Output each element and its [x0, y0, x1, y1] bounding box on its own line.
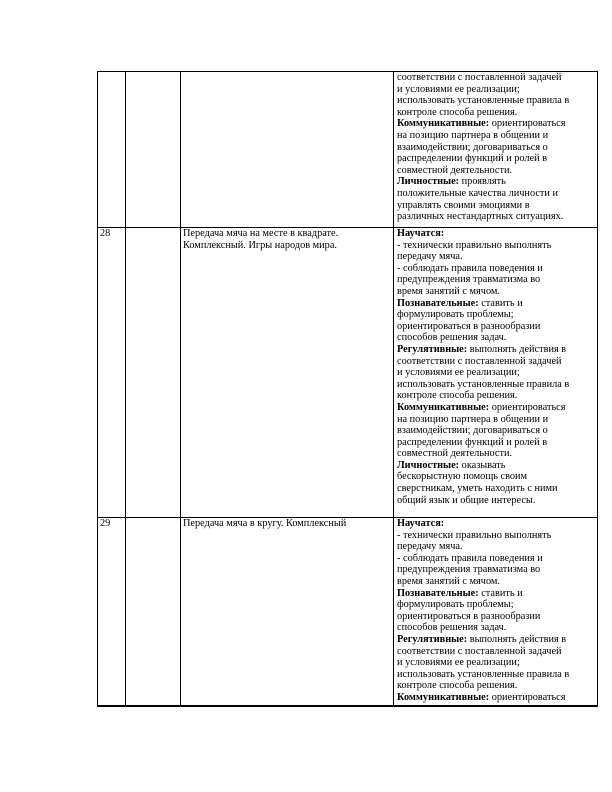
outcome-text: контроле способа решения. [397, 390, 518, 402]
outcome-line [397, 84, 596, 96]
outcome-text: оказывать [459, 459, 506, 471]
hours-cell [126, 72, 181, 228]
outcome-category-label: Научатся: [397, 518, 445, 529]
outcome-line [397, 599, 596, 611]
outcome-line [397, 332, 596, 344]
outcome-text: контроле способа решения. [397, 106, 518, 118]
outcome-line [397, 588, 596, 600]
outcome-line [397, 402, 596, 414]
outcome-text: на позицию партнера в общении и [397, 413, 549, 425]
outcome-category-label: Регулятивные: [397, 633, 468, 645]
outcome-text: передачу мяча. [397, 541, 463, 553]
outcome-text: - технически правильно выполнять [397, 239, 552, 251]
outcome-line [397, 228, 596, 240]
outcome-line [397, 460, 596, 472]
outcome-text: предупреждения травматизма во [397, 274, 541, 286]
outcome-text: выполнять действия в [467, 343, 567, 355]
outcome-text: ориентироваться в разнообразии [397, 610, 541, 622]
table-row [98, 72, 598, 228]
outcome-category-label: Регулятивные: [397, 343, 468, 355]
outcome-category-label: Коммуникативные: [397, 401, 490, 413]
outcome-line [397, 344, 596, 356]
outcome-text: общий язык и общие интересы. [397, 494, 536, 506]
table-row [98, 228, 598, 518]
lesson-number-cell: 28 [98, 228, 126, 518]
outcome-text: способов решения задач. [397, 622, 507, 634]
outcome-line [397, 298, 596, 310]
outcome-text: ставить и [478, 297, 523, 309]
outcome-text: формулировать проблемы; [397, 309, 514, 321]
hours-cell [126, 518, 181, 707]
outcome-text: время занятий с мячом. [397, 285, 501, 297]
outcome-line [397, 211, 596, 223]
outcome-category-label: Научатся: [397, 228, 445, 239]
outcome-text: - соблюдать правила поведения и [397, 262, 543, 274]
outcome-line [397, 483, 596, 495]
lesson-topic-cell [181, 228, 394, 518]
hours-cell [126, 228, 181, 518]
outcome-line [397, 622, 596, 634]
outcome-line [397, 576, 596, 588]
outcome-text: бескорыстную помощь своим [397, 471, 528, 483]
lesson-topic-line: Комплексный. Игры народов мира. [183, 239, 337, 251]
outcome-text: использовать установленные правила в [397, 668, 570, 680]
outcome-line [397, 379, 596, 391]
outcome-text: проявлять [459, 176, 506, 188]
outcome-text: ориентироваться [489, 118, 566, 130]
outcome-line [397, 356, 596, 368]
outcome-text: различных нестандартных ситуациях. [397, 211, 564, 223]
outcome-line [397, 72, 596, 84]
outcome-line [397, 251, 596, 263]
lesson-topic-cell [181, 72, 394, 228]
outcome-line [397, 309, 596, 321]
outcome-text: совместной деятельности. [397, 164, 513, 176]
outcome-text: выполнять действия в [467, 633, 567, 645]
outcome-text: соответствии с поставленной задачей [397, 645, 562, 657]
outcome-line [397, 153, 596, 165]
outcome-line [397, 564, 596, 576]
outcome-line [397, 367, 596, 379]
outcome-line [397, 646, 596, 658]
outcome-text: использовать установленные правила в [397, 95, 570, 107]
outcome-text: - технически правильно выполнять [397, 529, 552, 541]
table-row [98, 518, 598, 707]
learning-outcomes-cell [394, 72, 598, 228]
outcome-category-label: Познавательные: [397, 297, 479, 309]
outcome-line [397, 448, 596, 460]
outcome-text: формулировать проблемы; [397, 599, 514, 611]
outcome-text: управлять своими эмоциями в [397, 199, 530, 211]
outcome-line [397, 530, 596, 542]
outcome-text: ставить и [478, 587, 523, 599]
outcome-line [397, 188, 596, 200]
outcome-category-label: Познавательные: [397, 587, 479, 599]
outcome-line [397, 425, 596, 437]
lesson-topic-line: Передача мяча на месте в квадрате. [183, 228, 339, 239]
outcome-category-label: Коммуникативные: [397, 691, 490, 703]
outcome-text: положительные качества личности и [397, 187, 559, 199]
outcome-text: предупреждения травматизма во [397, 564, 541, 576]
outcome-line [397, 634, 596, 646]
outcome-text: время занятий с мячом. [397, 575, 501, 587]
lesson-plan-table [97, 71, 598, 707]
outcome-line [397, 176, 596, 188]
outcome-line [397, 95, 596, 107]
outcome-text: контроле способа решения. [397, 680, 518, 692]
outcome-line [397, 165, 596, 177]
outcome-line [397, 692, 596, 704]
outcome-line [397, 118, 596, 130]
outcome-line [397, 669, 596, 681]
learning-outcomes-cell [394, 518, 598, 707]
outcome-category-label: Личностные: [397, 176, 460, 188]
outcome-line [397, 471, 596, 483]
outcome-line [397, 437, 596, 449]
outcome-line [397, 263, 596, 275]
outcome-text: соответствии с поставленной задачей [397, 355, 562, 367]
outcome-text: распределении функций и ролей в [397, 436, 548, 448]
lesson-number-cell: 29 [98, 518, 126, 707]
outcome-line [397, 142, 596, 154]
learning-outcomes-cell [394, 228, 598, 518]
outcome-line [397, 200, 596, 212]
outcome-text: и условиями ее реализации; [397, 657, 520, 669]
outcome-text: использовать установленные правила в [397, 378, 570, 390]
outcome-line [397, 518, 596, 530]
outcome-text: ориентироваться в разнообразии [397, 320, 541, 332]
outcome-line [397, 321, 596, 333]
outcome-line [397, 390, 596, 402]
outcome-text: соответствии с поставленной задачей [397, 72, 562, 83]
outcome-line [397, 274, 596, 286]
outcome-line [397, 611, 596, 623]
outcome-text: на позицию партнера в общении и [397, 129, 549, 141]
outcome-line [397, 240, 596, 252]
outcome-text: взаимодействии; договариваться о [397, 425, 548, 437]
outcome-line [397, 553, 596, 565]
outcome-text: и условиями ее реализации; [397, 83, 520, 95]
outcome-line [397, 680, 596, 692]
outcome-text: - соблюдать правила поведения и [397, 552, 543, 564]
outcome-line [397, 657, 596, 669]
lesson-topic-line: Передача мяча в кругу. Комплексный [183, 518, 347, 529]
outcome-text: ориентироваться [489, 691, 566, 703]
outcome-text: ориентироваться [489, 401, 566, 413]
outcome-text: распределении функций и ролей в [397, 153, 548, 165]
outcome-line [397, 130, 596, 142]
outcome-text: способов решения задач. [397, 332, 507, 344]
outcome-category-label: Коммуникативные: [397, 118, 490, 130]
outcome-category-label: Личностные: [397, 459, 460, 471]
outcome-text: взаимодействии; договариваться о [397, 141, 548, 153]
outcome-line [397, 107, 596, 119]
outcome-text: и условиями ее реализации; [397, 367, 520, 379]
outcome-text: сверстникам, уметь находить с ними [397, 483, 558, 495]
outcome-line [397, 495, 596, 507]
outcome-line [397, 541, 596, 553]
outcome-line [397, 414, 596, 426]
outcome-line [397, 286, 596, 298]
outcome-text: передачу мяча. [397, 251, 463, 263]
lesson-number-cell [98, 72, 126, 228]
outcome-text: совместной деятельности. [397, 448, 513, 460]
lesson-topic-cell [181, 518, 394, 707]
